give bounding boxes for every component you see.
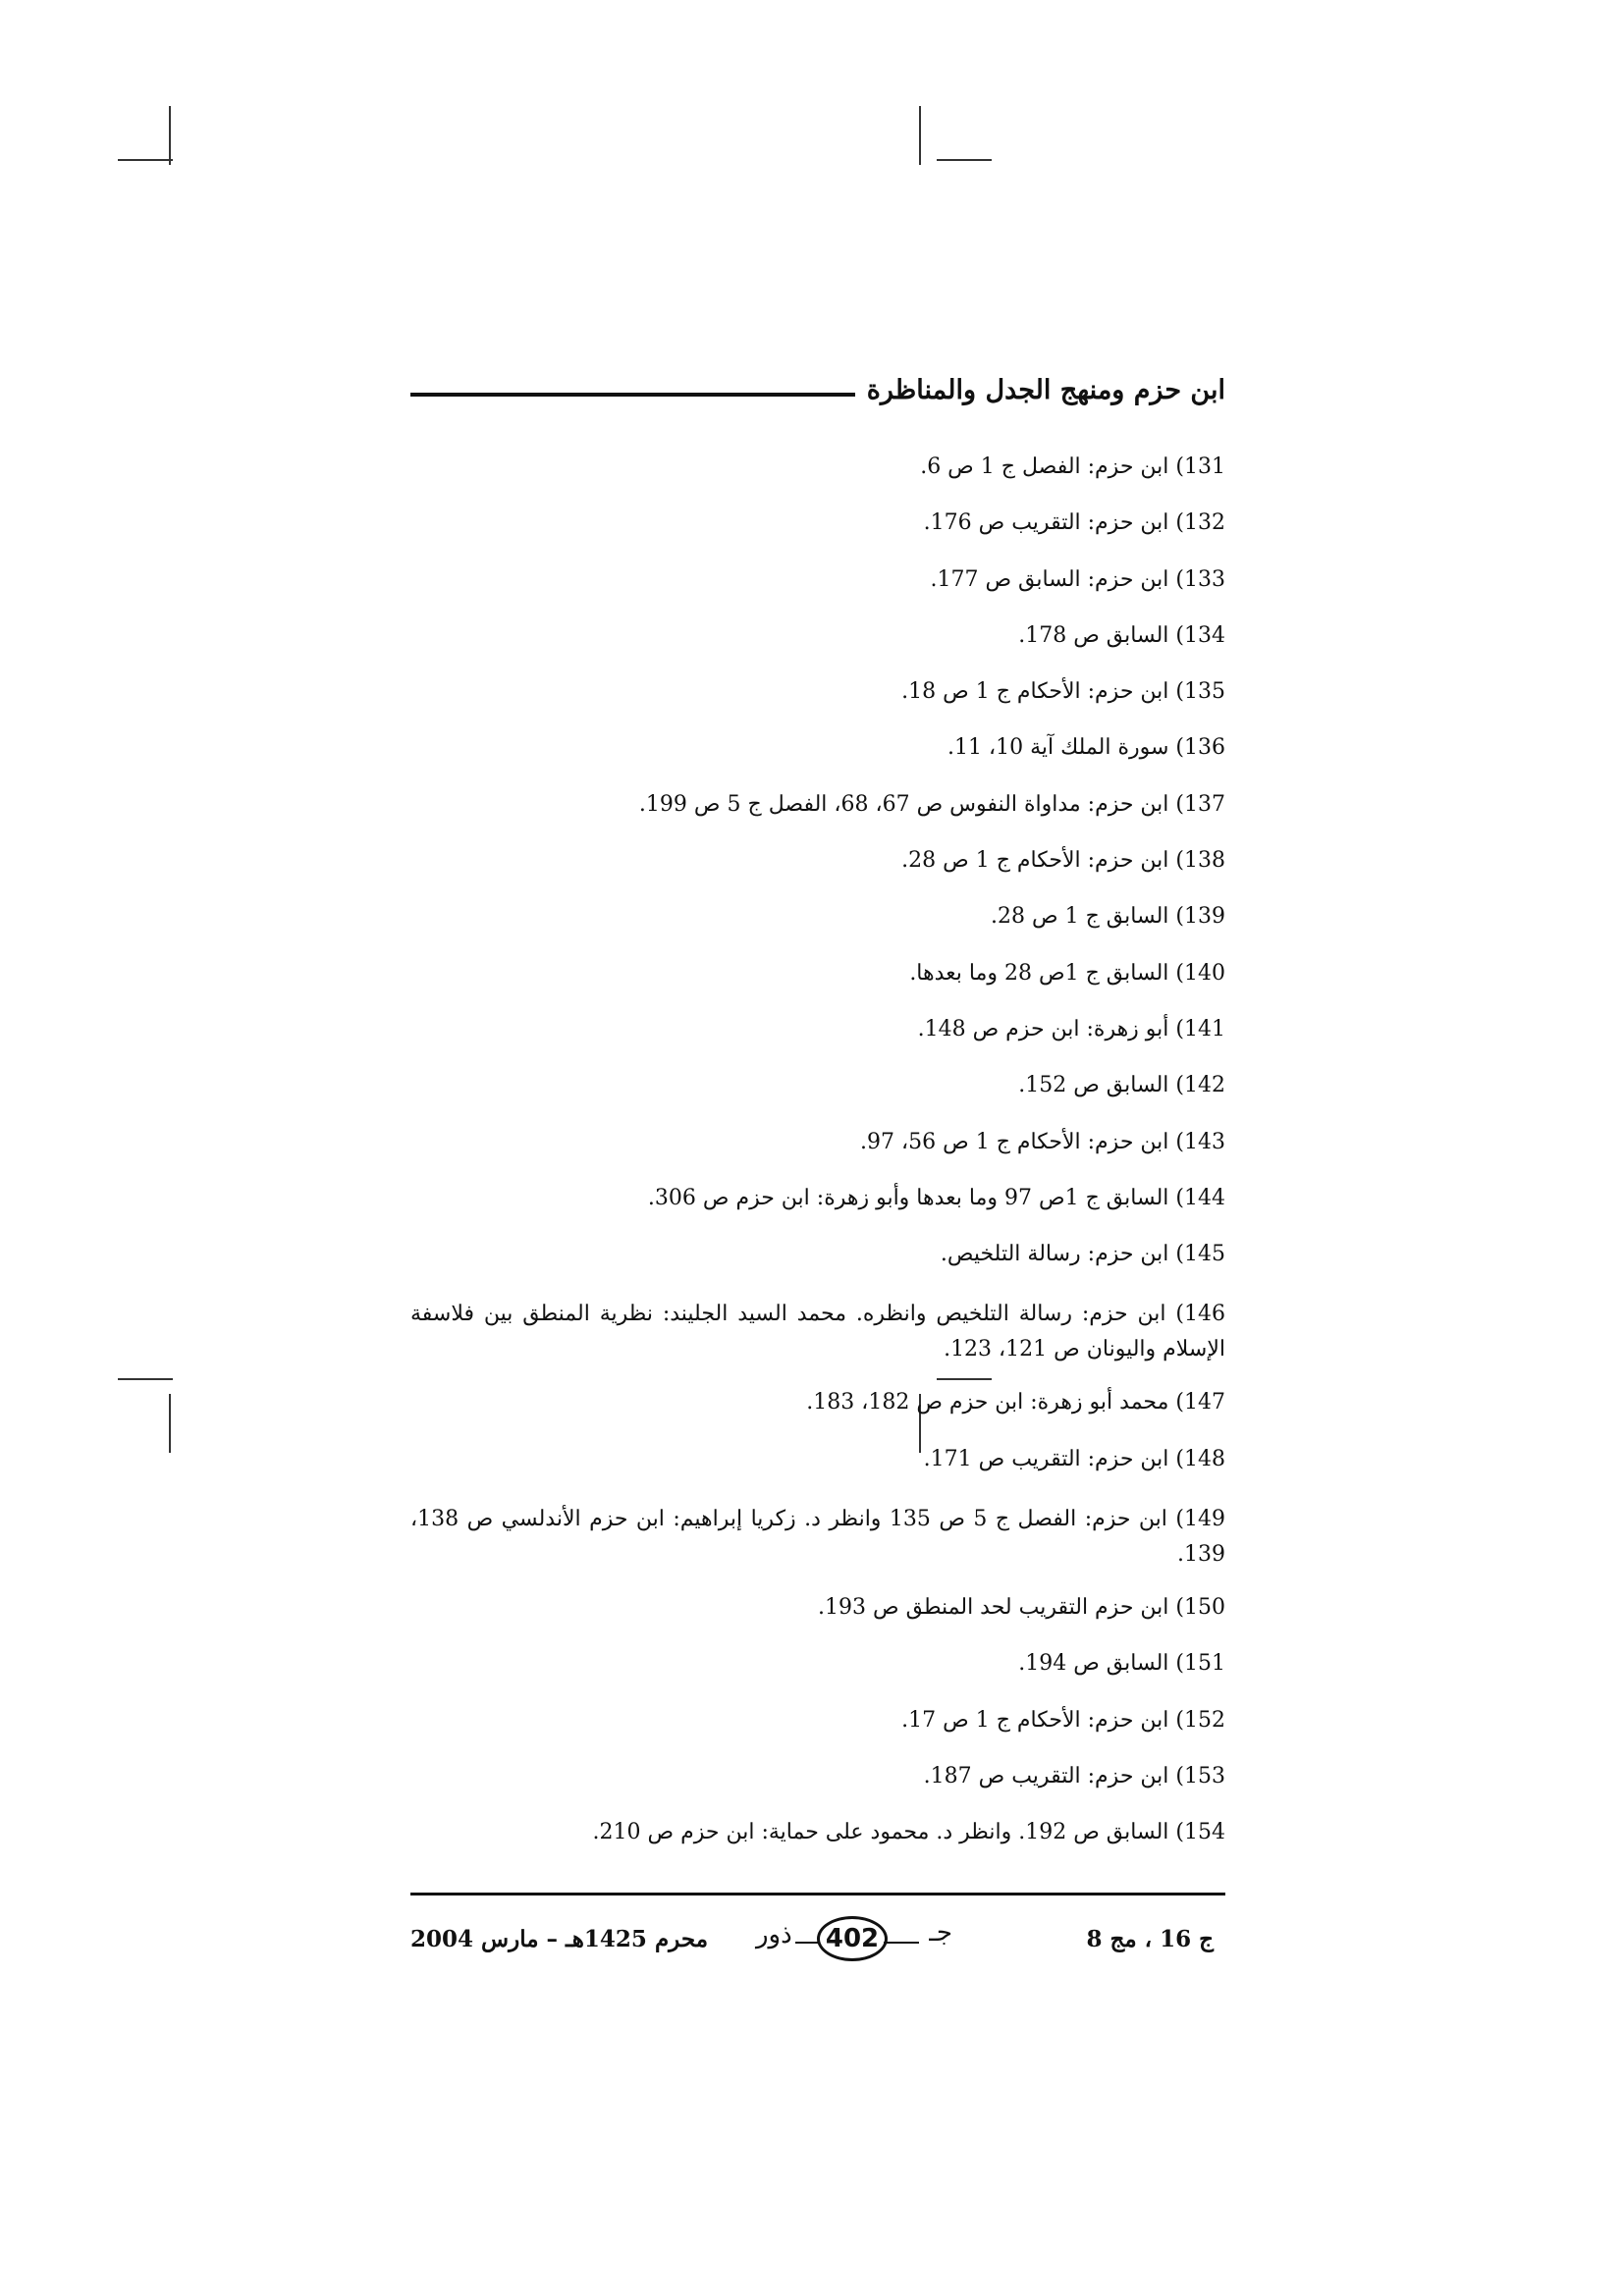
endnote-item: [410, 1072, 1225, 1099]
endnote-number: 139): [1175, 904, 1225, 930]
running-header: [410, 375, 1225, 405]
endnote-text: ابن حزم: رسالة التلخيص وانظره. محمد السيد الجليند: نظرية المنطق بين فلاسفة الإسلام واليونان ص 121، 123.: [410, 1302, 1225, 1362]
journal-page: [410, 353, 1225, 1983]
endnote-number: 137): [1175, 791, 1225, 817]
endnote-text: ابن حزم: التقريب ص 171.: [923, 1446, 1169, 1471]
endnote-text: السابق ص 178.: [1018, 622, 1169, 648]
page-footer: [410, 1912, 1225, 1971]
endnote-item: [410, 1297, 1225, 1367]
endnote-number: 144): [1175, 1185, 1225, 1210]
endnote-item: [410, 847, 1225, 875]
endnote-number: 131): [1175, 454, 1225, 479]
endnote-number: 148): [1175, 1446, 1225, 1471]
endnote-item: [410, 791, 1225, 819]
endnote-text: ابن حزم: الأحكام ج 1 ص 17.: [901, 1707, 1169, 1733]
endnote-item: [410, 1446, 1225, 1473]
endnote-text: السابق ص 152.: [1018, 1073, 1169, 1098]
endnote-text: ابن حزم: الأحكام ج 1 ص 56، 97.: [860, 1129, 1169, 1154]
endnote-item: [410, 1016, 1225, 1043]
endnote-number: 151): [1175, 1651, 1225, 1677]
endnote-number: 135): [1175, 679, 1225, 705]
endnote-item: [410, 454, 1225, 481]
endnote-number: 143): [1175, 1129, 1225, 1154]
endnote-item: [410, 1185, 1225, 1212]
endnote-text: ابن حزم: مداواة النفوس ص 67، 68، الفصل ج 5 ص 199.: [638, 791, 1169, 817]
endnote-number: 142): [1175, 1073, 1225, 1098]
endnote-item: [410, 566, 1225, 594]
endnote-item: [410, 509, 1225, 537]
endnote-text: ابن حزم: الفصل ج 1 ص 6.: [920, 454, 1169, 479]
endnote-number: 149): [1175, 1507, 1225, 1532]
endnote-number: 136): [1175, 735, 1225, 761]
endnote-item: [410, 1763, 1225, 1790]
endnote-item: [410, 903, 1225, 931]
footer-date: محرم 1425هـ – مارس 2004: [410, 1926, 709, 1952]
journal-logo-left: ذور: [756, 1920, 792, 1949]
endnote-number: 153): [1175, 1763, 1225, 1789]
endnote-number: 134): [1175, 622, 1225, 648]
endnote-text: ابن حزم: الفصل ج 5 ص 135 وانظر د. زكريا إبراهيم: ابن حزم الأندلسي ص 138، 139.: [410, 1507, 1225, 1568]
endnote-text: ابن حزم: السابق ص 177.: [930, 566, 1169, 592]
endnote-text: ابن حزم: التقريب ص 187.: [923, 1763, 1169, 1789]
endnote-number: 140): [1175, 960, 1225, 986]
endnote-text: السابق ج 1 ص 28.: [991, 904, 1169, 930]
endnote-number: 152): [1175, 1707, 1225, 1733]
endnote-number: 138): [1175, 848, 1225, 874]
header-rule: [410, 393, 855, 397]
endnote-item: [410, 1707, 1225, 1735]
endnote-item: [410, 734, 1225, 762]
endnote-number: 150): [1175, 1595, 1225, 1621]
crop-mark-top-right-horizontal: [937, 159, 992, 161]
endnote-item: [410, 960, 1225, 988]
endnote-text: السابق ص 192. وانظر د. محمود على حماية: ابن حزم ص 210.: [592, 1820, 1169, 1845]
endnote-item: [410, 1389, 1225, 1416]
endnote-text: ابن حزم التقريب لحد المنطق ص 193.: [818, 1595, 1169, 1621]
footer-rule: [410, 1893, 1225, 1896]
endnote-text: السابق ج 1ص 28 وما بعدها.: [909, 960, 1169, 986]
endnote-item: [410, 1650, 1225, 1678]
endnote-number: 145): [1175, 1242, 1225, 1267]
endnote-number: 146): [1175, 1302, 1225, 1327]
endnote-item: [410, 678, 1225, 706]
endnote-text: أبو زهرة: ابن حزم ص 148.: [917, 1016, 1169, 1041]
endnote-text: السابق ص 194.: [1018, 1651, 1169, 1677]
footer-volume: ج 16 ، مج 8: [1086, 1926, 1214, 1952]
endnote-text: ابن حزم: الأحكام ج 1 ص 28.: [901, 848, 1169, 874]
endnotes-list: [410, 454, 1225, 1876]
page-number: 402: [817, 1916, 888, 1961]
endnote-text: ابن حزم: رسالة التلخيص.: [940, 1242, 1169, 1267]
endnote-item: [410, 1241, 1225, 1268]
crop-mark-top-left-vertical: [169, 106, 171, 165]
journal-logo-line-right: [884, 1942, 919, 1944]
endnote-item: [410, 1819, 1225, 1846]
crop-mark-bottom-left-horizontal: [118, 1378, 173, 1380]
endnote-text: ابن حزم: الأحكام ج 1 ص 18.: [901, 679, 1169, 705]
endnote-item: [410, 1594, 1225, 1622]
endnote-item: [410, 1502, 1225, 1573]
journal-logo: [756, 1912, 952, 1967]
crop-mark-top-right-vertical: [919, 106, 921, 165]
endnote-number: 132): [1175, 510, 1225, 536]
endnote-item: [410, 622, 1225, 650]
crop-mark-top-left-horizontal: [118, 159, 173, 161]
endnote-number: 141): [1175, 1016, 1225, 1041]
endnote-text: السابق ج 1ص 97 وما بعدها وأبو زهرة: ابن حزم ص 306.: [647, 1185, 1169, 1210]
endnote-number: 154): [1175, 1820, 1225, 1845]
endnote-text: ابن حزم: التقريب ص 176.: [923, 510, 1169, 536]
running-header-title: ابن حزم ومنهج الجدل والمناظرة: [866, 375, 1225, 405]
endnote-number: 147): [1175, 1390, 1225, 1415]
endnote-number: 133): [1175, 566, 1225, 592]
endnote-text: محمد أبو زهرة: ابن حزم ص 182، 183.: [806, 1390, 1169, 1415]
endnote-text: سورة الملك آية 10، 11.: [947, 735, 1169, 761]
crop-mark-bottom-left-vertical: [169, 1394, 171, 1453]
journal-logo-right: جـ: [929, 1918, 952, 1948]
endnote-item: [410, 1129, 1225, 1156]
